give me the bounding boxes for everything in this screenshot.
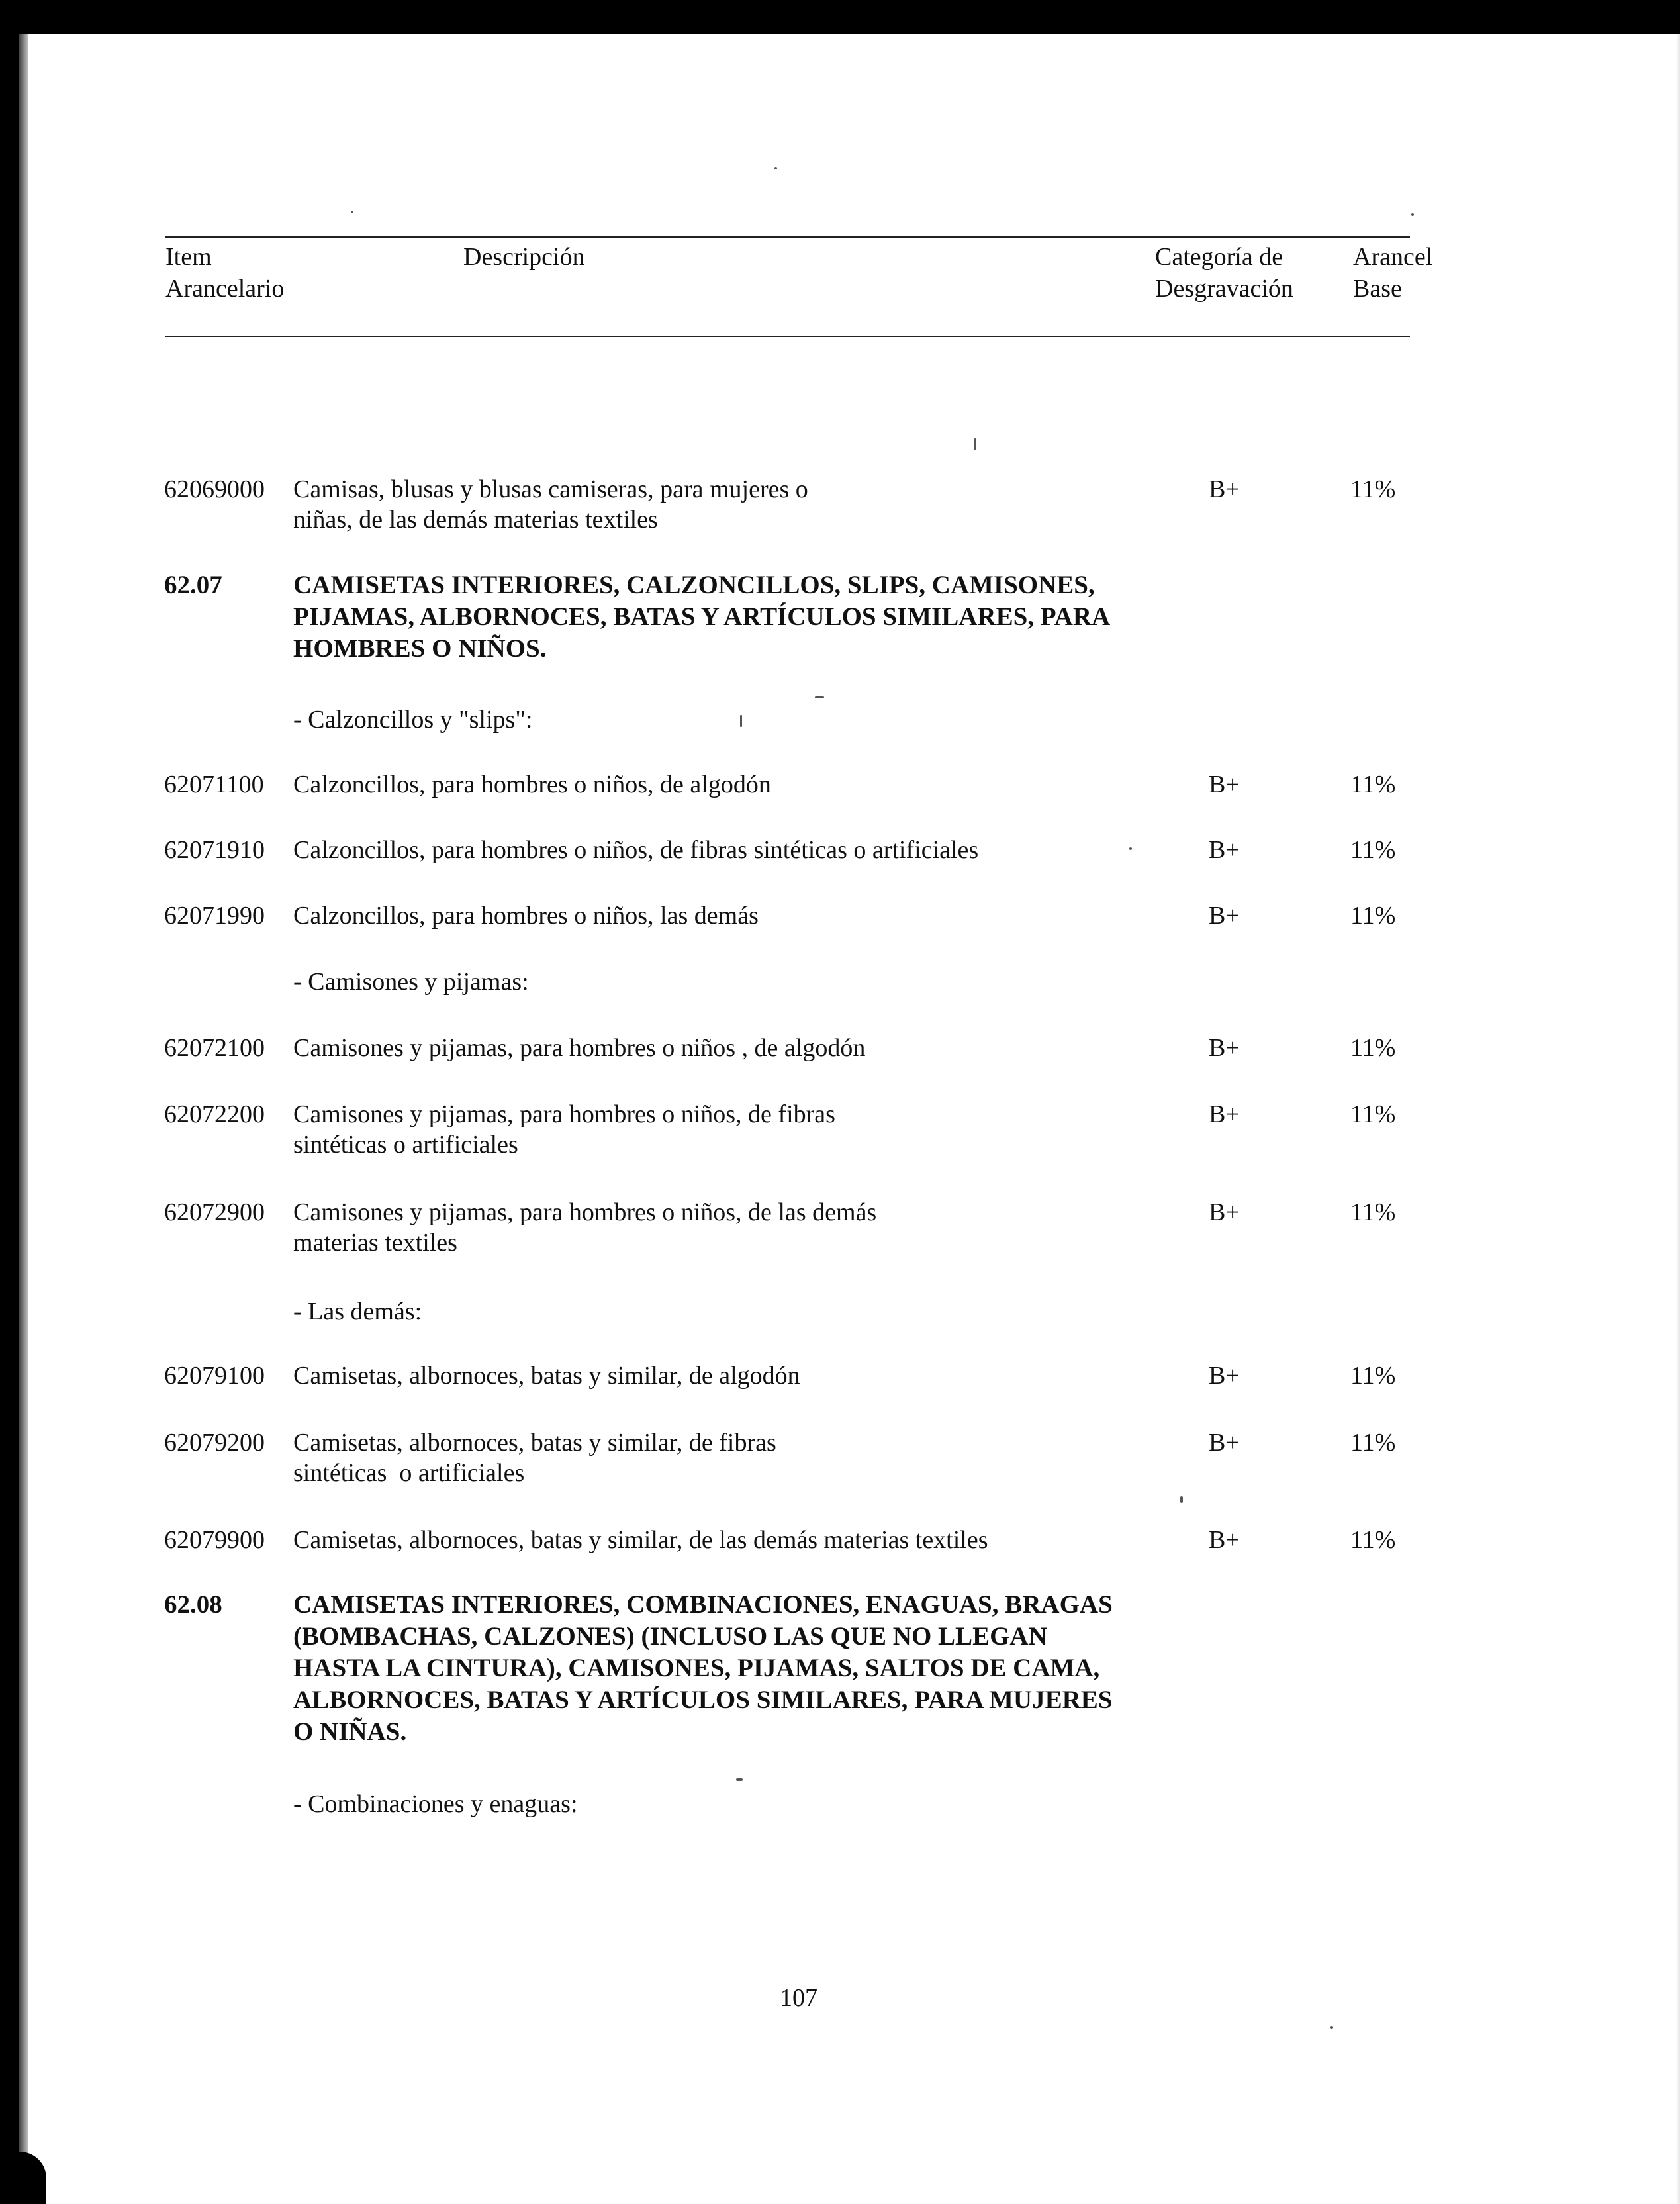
item-code: 62071910 (164, 836, 265, 864)
column-header-base-line1: Arancel (1353, 243, 1433, 271)
item-category: B+ (1209, 902, 1240, 930)
scan-border-top (0, 0, 1680, 34)
item-description: Camisetas, albornoces, batas y similar, de algodón (293, 1362, 800, 1390)
item-description-line1: Camisones y pijamas, para hombres o niños, de las demás (293, 1198, 877, 1226)
item-category: B+ (1209, 1362, 1240, 1390)
item-base-rate: 11% (1350, 1198, 1396, 1226)
item-code: 62072100 (164, 1034, 265, 1062)
item-base-rate: 11% (1350, 836, 1396, 864)
item-base-rate: 11% (1350, 1362, 1396, 1390)
subheading: - Calzoncillos y "slips": (293, 706, 533, 734)
item-description-line2: sintéticas o artificiales (293, 1131, 518, 1159)
column-header-base-line2: Base (1353, 275, 1402, 303)
column-header-category (1155, 241, 1293, 305)
item-base-rate: 11% (1350, 771, 1396, 798)
item-code: 62069000 (164, 475, 265, 503)
item-code: 62079100 (164, 1362, 265, 1390)
item-description-line2: niñas, de las demás materias textiles (293, 506, 658, 534)
item-category: B+ (1209, 1034, 1240, 1062)
item-description-line2: materias textiles (293, 1229, 457, 1257)
heading-text: CAMISETAS INTERIORES, CALZONCILLOS, SLIPS, CAMISONES, PIJAMAS, ALBORNOCES, BATAS Y ARTÍCULOS SIMILARES, PARA HOMBRES O NIÑOS. (293, 571, 1111, 663)
scan-speck (1129, 847, 1132, 850)
item-description: Calzoncillos, para hombres o niños, de algodón (293, 771, 771, 798)
scan-corner (0, 2152, 46, 2204)
item-base-rate: 11% (1350, 1034, 1396, 1062)
item-category: B+ (1209, 836, 1240, 864)
item-code: 62072200 (164, 1100, 265, 1128)
item-description (293, 1197, 876, 1258)
header-top-rule (165, 236, 1410, 238)
scan-speck (351, 211, 353, 213)
item-description (293, 1099, 835, 1160)
item-code: 62071100 (164, 771, 264, 798)
page-number: 107 (780, 1984, 817, 2012)
item-description (293, 1427, 776, 1488)
item-description-line1: Camisones y pijamas, para hombres o niños, de fibras (293, 1100, 835, 1128)
subheading: - Combinaciones y enaguas: (293, 1790, 578, 1818)
item-category: B+ (1209, 1429, 1240, 1457)
scan-speck (815, 696, 824, 698)
item-description-line1: Camisas, blusas y blusas camiseras, para mujeres o (293, 475, 808, 503)
item-base-rate: 11% (1350, 1100, 1396, 1128)
heading-code: 62.07 (164, 571, 222, 599)
item-base-rate: 11% (1350, 902, 1396, 930)
column-header-category-line2: Desgravación (1155, 275, 1293, 303)
column-header-item-line2: Arancelario (165, 275, 285, 303)
item-category: B+ (1209, 475, 1240, 503)
item-description: Calzoncillos, para hombres o niños, las demás (293, 902, 759, 930)
subheading: - Las demás: (293, 1298, 422, 1325)
item-code: 62072900 (164, 1198, 265, 1226)
scan-binding-edge (19, 34, 28, 2193)
scan-speck (974, 438, 976, 450)
scan-speck (1411, 213, 1414, 216)
item-code: 62079200 (164, 1429, 265, 1457)
item-description: Camisetas, albornoces, batas y similar, de las demás materias textiles (293, 1526, 988, 1554)
item-category: B+ (1209, 1198, 1240, 1226)
heading-text: CAMISETAS INTERIORES, COMBINACIONES, ENAGUAS, BRAGAS (BOMBACHAS, CALZONES) (INCLUSO LAS QUE NO LLEGAN HASTA LA CINTURA), CAMISONES, PIJAMAS, SALTOS DE CAMA, ALBORNOCES, BATAS Y ARTÍCULOS SIMILARES, PARA MUJERES O NIÑAS. (293, 1590, 1113, 1746)
item-description-line2: sintéticas o artificiales (293, 1459, 525, 1487)
item-category: B+ (1209, 771, 1240, 798)
scan-speck (1330, 2026, 1333, 2029)
column-header-category-line1: Categoría de (1155, 243, 1283, 271)
item-base-rate: 11% (1350, 1429, 1396, 1457)
item-description: Calzoncillos, para hombres o niños, de fibras sintéticas o artificiales (293, 836, 979, 864)
header-bottom-rule (165, 336, 1410, 337)
item-description (293, 474, 808, 535)
item-category: B+ (1209, 1526, 1240, 1554)
item-code: 62079900 (164, 1526, 265, 1554)
column-header-item-line1: Item (165, 243, 212, 271)
scan-speck (736, 1778, 743, 1781)
item-code: 62071990 (164, 902, 265, 930)
item-category: B+ (1209, 1100, 1240, 1128)
subheading: - Camisones y pijamas: (293, 968, 529, 996)
scan-speck (1180, 1496, 1183, 1503)
scan-speck (774, 167, 777, 169)
heading-code: 62.08 (164, 1590, 222, 1619)
item-base-rate: 11% (1350, 475, 1396, 503)
scan-border-left (0, 0, 19, 2204)
column-header-item (165, 241, 284, 305)
scan-speck (740, 715, 742, 727)
item-base-rate: 11% (1350, 1526, 1396, 1554)
scan-border-right (1676, 34, 1680, 2204)
item-description: Camisones y pijamas, para hombres o niños , de algodón (293, 1034, 866, 1062)
item-description-line1: Camisetas, albornoces, batas y similar, de fibras (293, 1429, 776, 1457)
column-header-base (1353, 241, 1432, 305)
column-header-description: Descripción (463, 243, 585, 271)
